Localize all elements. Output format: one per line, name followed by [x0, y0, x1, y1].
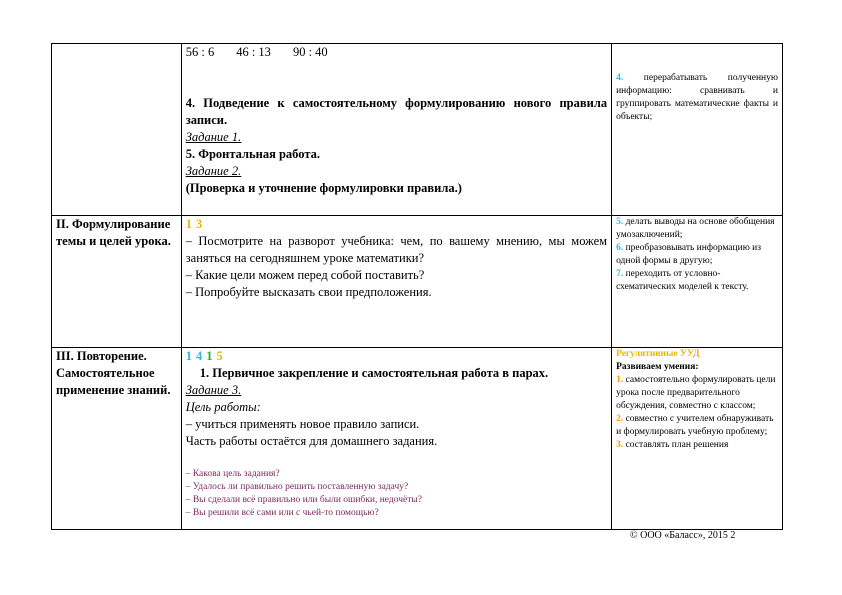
- uud-num-4: 4.: [616, 73, 624, 83]
- uud-item-7: [616, 268, 778, 294]
- uud-item-6: [616, 242, 778, 268]
- uud-cell: [612, 216, 783, 348]
- reg-num-2: 2.: [616, 414, 624, 424]
- uud-text-4: перерабатывать полученную информацию: сравнивать и группировать математические факты и объекты;: [616, 73, 778, 122]
- uud-item-5: [616, 216, 778, 242]
- uud-num-5: 5.: [616, 217, 624, 227]
- table-row: [52, 216, 783, 348]
- uud-text-7: переходить от условно-схематических моделей к тексту.: [616, 269, 749, 292]
- table-row: [52, 44, 783, 216]
- stage-cell: III. Повторение. Самостоятельное применение знаний.: [52, 348, 182, 530]
- prompt-1: – Посмотрите на разворот учебника: чем, по вашему мнению, мы можем заняться на сегодняшнем уроке математики?: [185, 234, 608, 265]
- uud-num-6: 6.: [616, 243, 624, 253]
- stage-cell: [52, 44, 182, 216]
- uud-num-7: 7.: [616, 269, 624, 279]
- develop-skills-label: Развиваем умения:: [616, 362, 699, 372]
- marker-2: 3: [195, 217, 203, 231]
- prompt-2: – Какие цели можем перед собой поставить?: [185, 268, 425, 282]
- content-cell: [181, 216, 611, 348]
- reflection-question: – Вы сделали всё правильно или были ошибки, недочёты?: [185, 495, 422, 505]
- reg-text-1: самостоятельно формулировать цели урока после предварительного обсуждения, совместно с классом;: [616, 375, 776, 411]
- example-2: 46 : 13: [236, 45, 271, 59]
- marker-3: 1: [206, 349, 213, 363]
- uud-text-5: делать выводы на основе обобщения умозаключений;: [616, 217, 775, 240]
- table-row: [52, 348, 783, 530]
- reg-item-2: [616, 413, 778, 439]
- prompt-3: – Попробуйте высказать свои предположения.: [185, 285, 432, 299]
- marker-1: 1: [185, 349, 192, 363]
- reg-item-3: [616, 439, 778, 452]
- reg-item-1: [616, 374, 778, 413]
- reg-text-2: совместно с учителем обнаруживать и формулировать учебную проблему;: [616, 414, 774, 437]
- example-3: 90 : 40: [292, 45, 328, 59]
- level-markers: [186, 348, 607, 365]
- reflection-question: – Вы решили всё сами или с чьей-то помощью?: [185, 508, 379, 518]
- reflection-question: – Какова цель задания?: [185, 469, 280, 479]
- lesson-table: [51, 43, 783, 530]
- stage-cell: II. Формулирование темы и целей урока.: [52, 216, 182, 348]
- regulative-uud-title: Регулятивные УУД: [616, 349, 700, 359]
- content-cell: [181, 44, 611, 216]
- reflection-question: – Удалось ли правильно решить поставленную задачу?: [185, 482, 409, 492]
- step-1-heading: 1. Первичное закрепление и самостоятельная работа в парах.: [199, 366, 549, 380]
- copyright-footer: © ООО «Баласс», 2015 2: [630, 530, 736, 541]
- homework-note: Часть работы остаётся для домашнего задания.: [185, 434, 438, 448]
- task-3-label: Задание 3.: [185, 383, 242, 397]
- uud-item-4: [616, 72, 778, 124]
- task-1-label: Задание 1.: [185, 130, 242, 144]
- marker-1: 1: [185, 217, 192, 231]
- marker-2: 4: [195, 349, 203, 363]
- content-cell: [181, 348, 611, 530]
- uud-cell: [612, 348, 783, 530]
- uud-text-6: преобразовывать информацию из одной формы в другую;: [616, 243, 762, 266]
- step-4-heading: 4. Подведение к самостоятельному формулированию нового правила записи.: [185, 96, 608, 127]
- check-note: (Проверка и уточнение формулировки правила.): [185, 181, 462, 195]
- level-markers: [186, 216, 607, 233]
- goal-label: Цель работы:: [185, 400, 261, 414]
- uud-cell: [612, 44, 783, 216]
- reg-num-1: 1.: [616, 375, 624, 385]
- step-5-heading: 5. Фронтальная работа.: [185, 147, 321, 161]
- example-1: 56 : 6: [185, 45, 215, 59]
- division-examples: [186, 44, 607, 61]
- reg-num-3: 3.: [616, 440, 624, 450]
- task-2-label: Задание 2.: [185, 164, 242, 178]
- goal-text: – учиться применять новое правило записи.: [185, 417, 420, 431]
- reg-text-3: составлять план решения: [625, 440, 729, 450]
- marker-4: 5: [216, 349, 223, 363]
